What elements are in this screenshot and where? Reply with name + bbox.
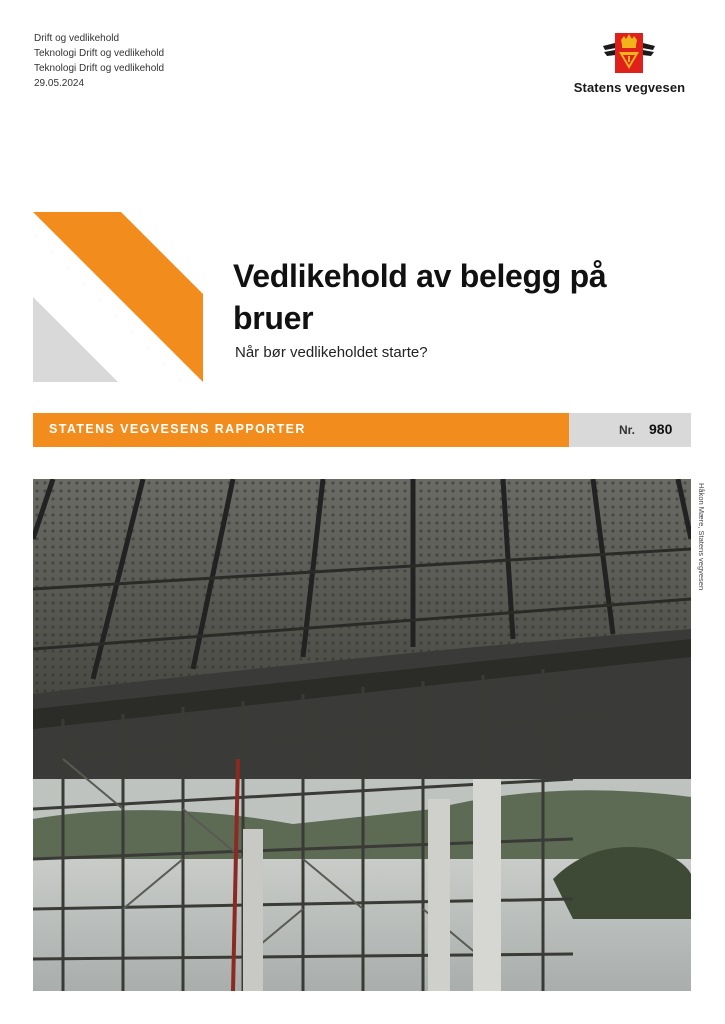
statens-vegvesen-logo: [566, 31, 693, 101]
photo-credit: [697, 483, 707, 603]
meta-date: 29.05.2024: [34, 78, 85, 89]
meta-section: Teknologi Drift og vedlikehold: [34, 48, 165, 59]
photo-credit-text: Håkon Mære, Statens vegvesen: [697, 483, 706, 591]
grey-triangle: [33, 297, 118, 382]
series-band: [33, 413, 691, 447]
report-subtitle: Når bør vedlikeholdet starte?: [235, 344, 428, 361]
report-title: Vedlikehold av belegg på bruer: [233, 258, 607, 336]
report-number-label: Nr.: [619, 423, 636, 437]
bridge-scaffolding-illustration: [33, 479, 691, 991]
logo-wordmark: Statens vegvesen: [573, 80, 686, 95]
report-number-box: [569, 413, 691, 447]
document-meta: [34, 31, 164, 91]
norwegian-crown-road-emblem-icon: [601, 31, 657, 75]
cover-photo-bridge-underside: [33, 479, 691, 991]
series-band-orange: [33, 413, 569, 447]
series-label: STATENS VEGVESENS RAPPORTER: [49, 422, 306, 436]
meta-section-2: Teknologi Drift og vedlikehold: [34, 63, 165, 74]
report-number-value: 980: [649, 421, 673, 437]
cover-graphic: [33, 212, 203, 382]
meta-department: Drift og vedlikehold: [34, 33, 120, 44]
